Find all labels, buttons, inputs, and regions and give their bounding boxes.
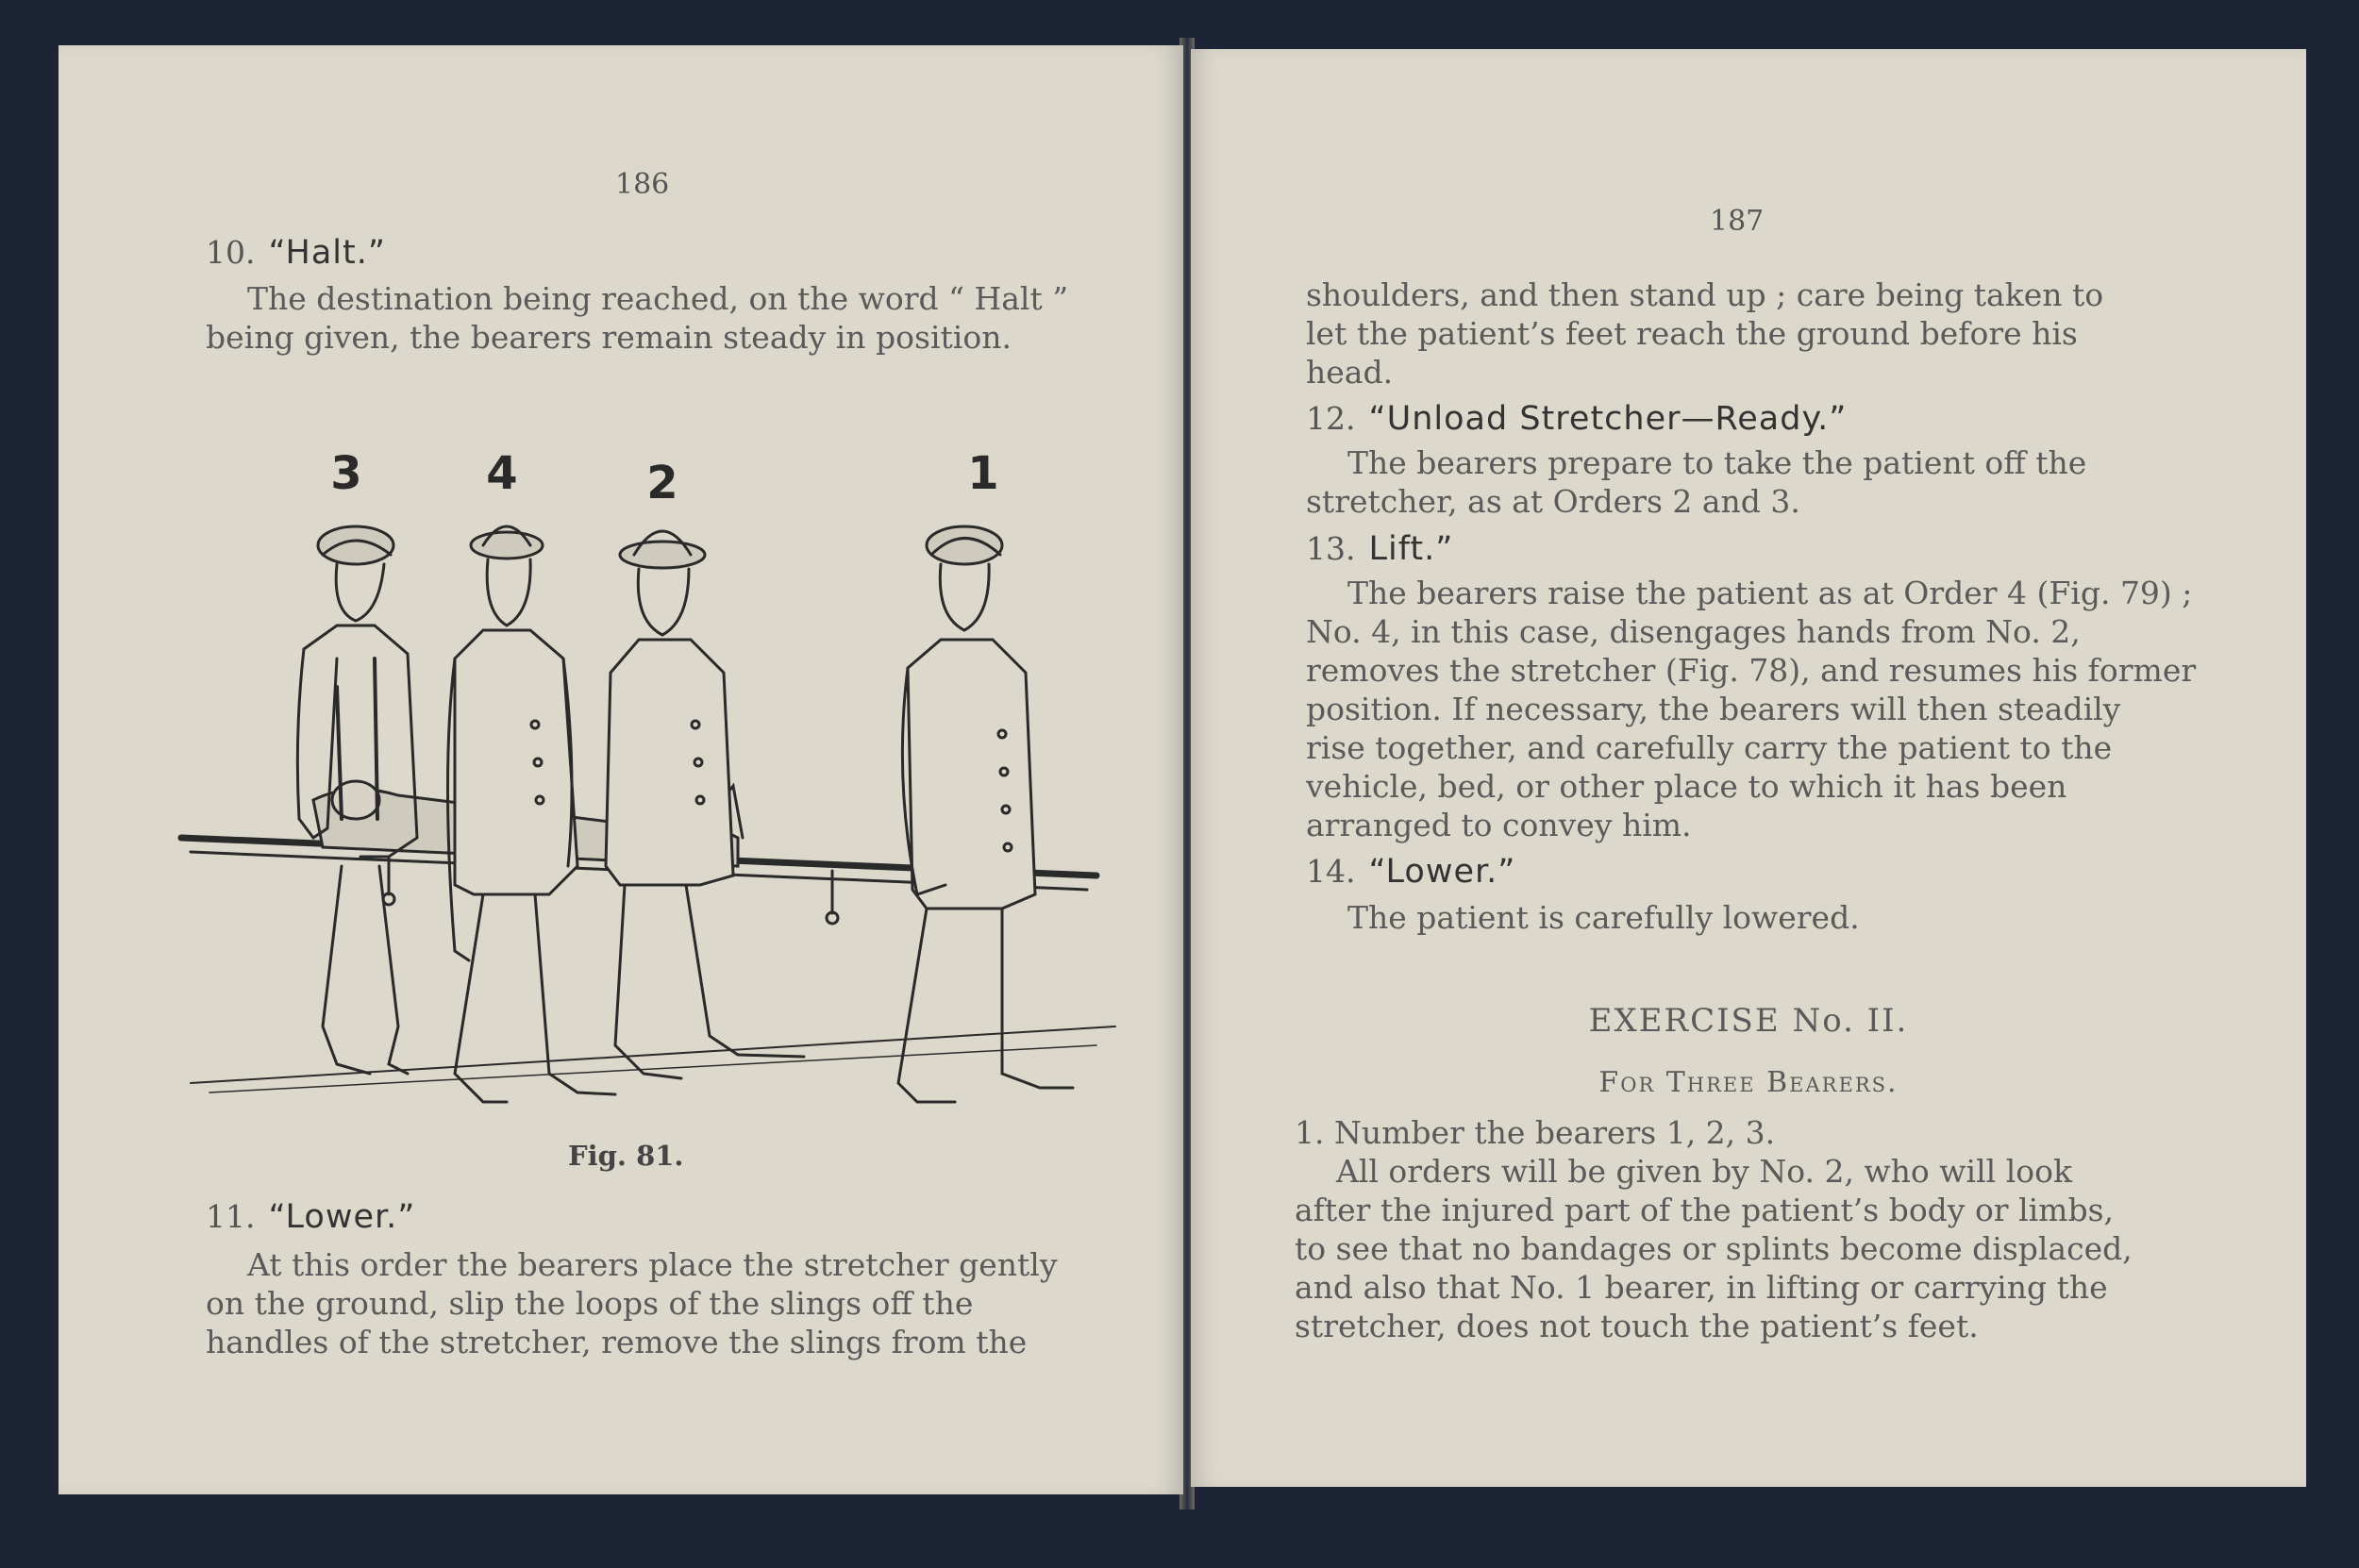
text-line: The patient is carefully lowered. xyxy=(1347,899,1860,936)
text-line: All orders will be given by No. 2, who will look xyxy=(1336,1153,2072,1190)
section-12-text xyxy=(1306,443,2250,521)
section-14-text xyxy=(1306,898,2250,937)
section-number: 10. xyxy=(206,234,256,271)
text-line: No. 4, in this case, disengages hands from No. 2, xyxy=(1306,613,2081,650)
text-line: being given, the bearers remain steady in position. xyxy=(206,319,1012,356)
text-line: At this order the bearers place the stretcher gently xyxy=(247,1246,1058,1283)
text-line: head. xyxy=(1306,354,1394,391)
bearer-number-label: 1 xyxy=(967,447,999,500)
section-number: 14. xyxy=(1306,853,1356,890)
exercise-subtitle: For Three Bearers. xyxy=(1598,1066,1899,1099)
bearer-1-figure xyxy=(898,526,1073,1102)
text-line: arranged to convey him. xyxy=(1306,807,1692,843)
text-line: handles of the stretcher, remove the slings from the xyxy=(206,1324,1028,1360)
text-line: The bearers prepare to take the patient off the xyxy=(1347,444,2087,481)
continuation-text xyxy=(1306,275,2250,392)
stretcher-bearers-illustration xyxy=(172,423,1134,1140)
bearer-number-label: 4 xyxy=(486,447,518,500)
section-number: 11. xyxy=(206,1198,256,1235)
exercise-item-1 xyxy=(1295,1113,2248,1345)
bearer-number-label: 3 xyxy=(330,447,362,500)
text-line: and also that No. 1 bearer, in lifting or carrying the xyxy=(1295,1269,2108,1306)
heading-text: “Lower.” xyxy=(1368,853,1516,891)
section-13-text xyxy=(1306,574,2250,844)
section-number: 12. xyxy=(1306,400,1356,437)
left-page xyxy=(59,45,1183,1494)
section-12-heading xyxy=(1306,400,1847,438)
text-line: after the injured part of the patient’s body or limbs, xyxy=(1295,1192,2115,1228)
bearer-number-label: 2 xyxy=(646,457,678,509)
text-line: The bearers raise the patient as at Order 4 (Fig. 79) ; xyxy=(1347,575,2193,611)
heading-text: “Halt.” xyxy=(268,234,387,272)
text-line: shoulders, and then stand up ; care being taken to xyxy=(1306,276,2104,313)
text-line: let the patient’s feet reach the ground before his xyxy=(1306,315,2078,352)
item-number: 1. xyxy=(1295,1114,1325,1151)
page-number: 187 xyxy=(1710,205,1765,238)
bearer-4-figure xyxy=(448,526,616,1102)
section-10-text xyxy=(206,279,1130,357)
text-line: removes the stretcher (Fig. 78), and resumes his former xyxy=(1306,652,2197,689)
text-line: stretcher, does not touch the patient’s feet. xyxy=(1295,1308,1979,1344)
text-line xyxy=(1295,1113,2248,1152)
bearer-2-figure xyxy=(606,531,804,1078)
text-line: rise together, and carefully carry the patient to the xyxy=(1306,729,2113,766)
heading-text: “Lower.” xyxy=(268,1198,416,1236)
section-11-text xyxy=(206,1245,1130,1361)
section-13-heading xyxy=(1306,530,1453,568)
text-line: vehicle, bed, or other place to which it has been xyxy=(1306,768,2067,805)
text-line: to see that no bandages or splints become displaced, xyxy=(1295,1230,2133,1267)
text-line: stretcher, as at Orders 2 and 3. xyxy=(1306,483,1800,520)
right-page xyxy=(1191,49,2306,1487)
item-heading: Number the bearers 1, 2, 3. xyxy=(1334,1114,1776,1151)
exercise-title: EXERCISE No. II. xyxy=(1588,1002,1909,1040)
text-line: position. If necessary, the bearers will then steadily xyxy=(1306,691,2121,727)
section-11-heading xyxy=(206,1198,415,1236)
page-number: 186 xyxy=(615,168,670,201)
text-line: on the ground, slip the loops of the slings off the xyxy=(206,1285,974,1322)
heading-text: “Unload Stretcher—Ready.” xyxy=(1368,400,1848,438)
heading-text: Lift.” xyxy=(1368,530,1454,568)
section-14-heading xyxy=(1306,853,1515,891)
text-line: The destination being reached, on the word “ Halt ” xyxy=(247,280,1069,317)
section-number: 13. xyxy=(1306,530,1356,567)
figure-caption: Fig. 81. xyxy=(568,1140,684,1172)
section-10-heading xyxy=(206,234,386,272)
